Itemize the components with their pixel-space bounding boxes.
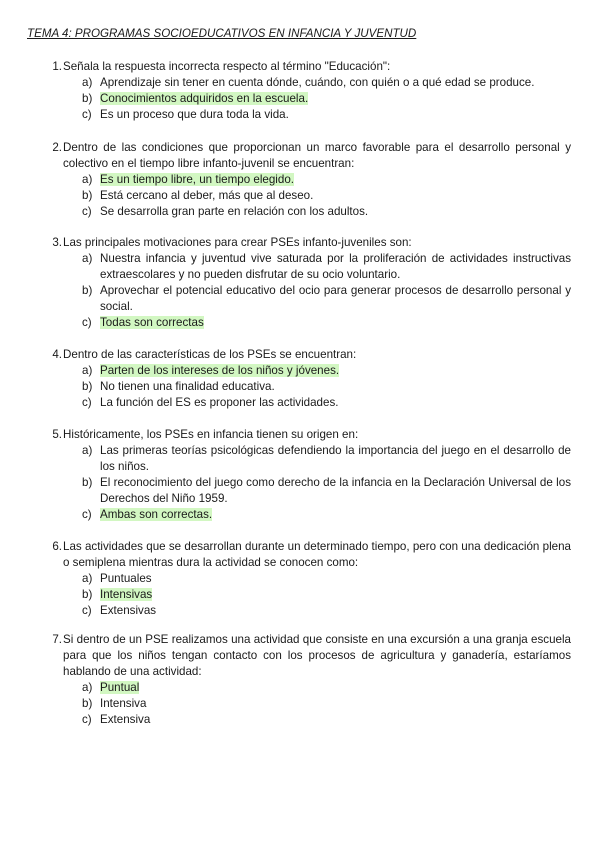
option-letter: a) <box>82 444 93 457</box>
option-text: Aprovechar el potencial educativo del ocio para generar procesos de desarrollo personal y social. <box>100 284 571 313</box>
question-number: 7. <box>52 633 62 646</box>
option-text: Es un proceso que dura toda la vida. <box>100 108 289 121</box>
option-6b[interactable] <box>0 587 600 603</box>
option-text: Aprendizaje sin tener en cuenta dónde, cuándo, con quién o a qué edad se produce. <box>100 76 535 89</box>
option-3a[interactable] <box>0 251 600 283</box>
question-text: Las actividades que se desarrollan durante un determinado tiempo, pero con una dedicación plena o semiplena mientras dura la actividad se conocen como: <box>63 540 571 569</box>
option-letter: c) <box>82 205 92 218</box>
option-2b[interactable] <box>0 188 600 204</box>
option-text: Extensiva <box>100 713 151 726</box>
option-letter: a) <box>82 252 93 265</box>
option-text: Nuestra infancia y juventud vive saturada por la proliferación de actividades instructivas extraescolares y no pueden disfrutar de su ocio voluntario. <box>100 252 571 281</box>
question-2 <box>0 140 600 220</box>
option-1b[interactable] <box>0 91 600 107</box>
option-text-correct: Puntual <box>100 681 140 694</box>
option-text: Las primeras teorías psicológicas defendiendo la importancia del juego en el desarrollo de los niños. <box>100 444 571 473</box>
option-letter: b) <box>82 189 93 202</box>
option-4c[interactable] <box>0 395 600 411</box>
question-1 <box>0 59 600 123</box>
question-7 <box>0 632 600 728</box>
option-letter: a) <box>82 681 93 694</box>
option-4b[interactable] <box>0 379 600 395</box>
option-letter: b) <box>82 92 93 105</box>
option-letter: b) <box>82 476 93 489</box>
option-letter: b) <box>82 588 93 601</box>
option-7a[interactable] <box>0 680 600 696</box>
option-text-correct: Todas son correctas <box>100 316 204 329</box>
option-text: Extensivas <box>100 604 157 617</box>
option-letter: c) <box>82 713 92 726</box>
question-number: 2. <box>52 141 62 154</box>
option-letter: b) <box>82 284 93 297</box>
option-text: Se desarrolla gran parte en relación con los adultos. <box>100 205 369 218</box>
option-letter: a) <box>82 364 93 377</box>
option-1a[interactable] <box>0 75 600 91</box>
question-number: 3. <box>52 236 62 249</box>
option-3b[interactable] <box>0 283 600 315</box>
option-5a[interactable] <box>0 443 600 475</box>
option-text-correct: Parten de los intereses de los niños y jóvenes. <box>100 364 340 377</box>
page-title: TEMA 4: PROGRAMAS SOCIOEDUCATIVOS EN INFANCIA Y JUVENTUD <box>27 27 417 40</box>
option-6a[interactable] <box>0 571 600 587</box>
option-text: El reconocimiento del juego como derecho de la infancia en la Declaración Universal de los Derechos del Niño 1959. <box>100 476 571 505</box>
question-number: 4. <box>52 348 62 361</box>
option-letter: c) <box>82 508 92 521</box>
question-number: 6. <box>52 540 62 553</box>
option-6c[interactable] <box>0 603 600 619</box>
option-2a[interactable] <box>0 172 600 188</box>
question-text: Si dentro de un PSE realizamos una actividad que consiste en una excursión a una granja escuela para que los niños tengan contacto con los procesos de agricultura y ganadería, estaríamos hablando de una actividad: <box>63 633 571 678</box>
option-5b[interactable] <box>0 475 600 507</box>
option-text-correct: Conocimientos adquiridos en la escuela. <box>100 92 309 105</box>
option-7c[interactable] <box>0 712 600 728</box>
question-text: Históricamente, los PSEs en infancia tienen su origen en: <box>63 428 359 441</box>
option-1c[interactable] <box>0 107 600 123</box>
option-text: No tienen una finalidad educativa. <box>100 380 275 393</box>
option-2c[interactable] <box>0 204 600 220</box>
question-5 <box>0 427 600 523</box>
option-3c[interactable] <box>0 315 600 331</box>
option-text: Intensiva <box>100 697 147 710</box>
question-number: 1. <box>52 60 62 73</box>
option-text-correct: Es un tiempo libre, un tiempo elegido. <box>100 173 294 186</box>
question-6 <box>0 539 600 619</box>
question-text: Dentro de las características de los PSEs se encuentran: <box>63 348 357 361</box>
question-text: Señala la respuesta incorrecta respecto al término "Educación": <box>63 60 391 73</box>
option-5c[interactable] <box>0 507 600 523</box>
question-4 <box>0 347 600 411</box>
option-text: La función del ES es proponer las actividades. <box>100 396 339 409</box>
option-text: Está cercano al deber, más que al deseo. <box>100 189 314 202</box>
option-letter: b) <box>82 697 93 710</box>
question-text: Dentro de las condiciones que proporcionan un marco favorable para el desarrollo personal y colectivo en el tiempo libre infanto-juvenil se encuentran: <box>63 141 571 170</box>
option-letter: c) <box>82 108 92 121</box>
option-letter: a) <box>82 76 93 89</box>
question-text: Las principales motivaciones para crear PSEs infanto-juveniles son: <box>63 236 412 249</box>
option-4a[interactable] <box>0 363 600 379</box>
option-letter: c) <box>82 604 92 617</box>
option-letter: b) <box>82 380 93 393</box>
question-3 <box>0 235 600 331</box>
option-letter: c) <box>82 316 92 329</box>
option-text-correct: Ambas son correctas. <box>100 508 213 521</box>
option-text-correct: Intensivas <box>100 588 153 601</box>
question-number: 5. <box>52 428 62 441</box>
option-letter: a) <box>82 572 93 585</box>
option-letter: c) <box>82 396 92 409</box>
option-7b[interactable] <box>0 696 600 712</box>
option-letter: a) <box>82 173 93 186</box>
option-text: Puntuales <box>100 572 152 585</box>
